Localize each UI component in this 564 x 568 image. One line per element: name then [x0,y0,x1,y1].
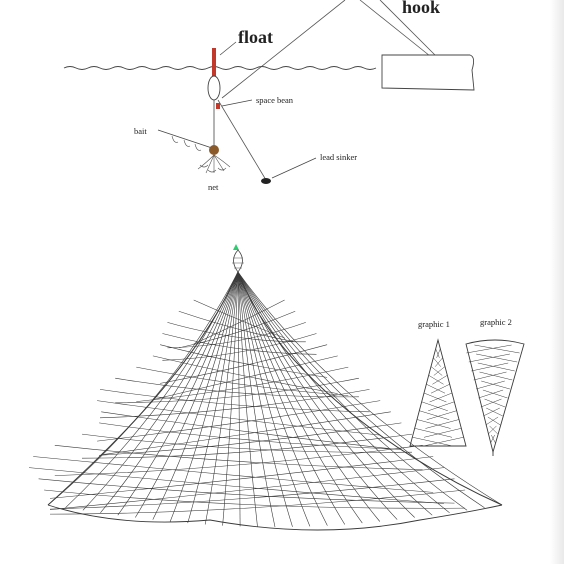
small-net-strands [198,155,230,173]
net-strand [238,272,467,510]
graphic-2-mesh [490,426,498,434]
net-strand [188,272,238,523]
graphic-2-mesh [479,390,504,398]
net-outline-right [238,272,502,505]
net-strand [238,272,450,513]
space-bean-leader [222,100,252,106]
net-mesh-strand [115,378,359,403]
lead-sinker-label: lead sinker [320,152,358,162]
graphic-2-mesh [488,417,500,425]
graphic-1-mesh [424,428,461,437]
net-strand [238,272,485,508]
net-mesh-strand [115,378,359,397]
graphic-1-mesh [425,420,459,429]
graphic-2-mesh [481,399,502,407]
net-strand [238,272,432,515]
graphic-2-mesh [485,399,506,407]
bait-label: bait [134,126,147,136]
graphic-2-mesh [486,417,498,425]
graphic-1-mesh [435,358,443,367]
net-mesh-strand [97,401,380,436]
net-mesh-strand [167,322,305,341]
hook-label: hook [402,0,441,17]
net-top-spindle [234,250,243,272]
graphic-2-mesh [480,372,513,380]
sinker-line [218,100,266,180]
graphic-2-mesh [469,354,510,362]
lead-sinker-leader [272,158,316,178]
graphic-1-mesh [429,375,444,384]
float-body [208,76,220,100]
bait-ball [209,145,219,155]
graphic-2-mesh [471,363,508,371]
float-stick [212,48,216,76]
net-mesh-strand [55,445,423,475]
graphic-1-mesh [424,393,446,402]
graphic-2-mesh [488,426,496,434]
net-mesh-strand [100,389,370,417]
graphic-1-mesh [428,402,454,411]
float-leader [220,42,236,55]
net-strand [238,272,345,525]
graphic-2-mesh [491,435,495,443]
graphic-2-mesh [481,381,510,389]
graphic-1-mesh [431,384,450,393]
graphic-1-mesh [432,375,447,384]
graphic-1-mesh [426,384,445,393]
net-mesh-strand [167,322,305,347]
net-strands [29,272,502,530]
graphic-1-mesh [415,428,452,437]
float-label: float [238,27,273,47]
big-net [29,244,502,530]
fishing-rig-illustration [64,0,474,192]
graphic-1 [410,319,466,446]
page-edge-shadow [550,0,564,564]
graphic-2-mesh [478,363,515,371]
graphic-2-mesh [483,390,508,398]
graphic-2-mesh [483,408,500,416]
net-mesh-strand [55,445,423,469]
graphic-1-shape [410,340,466,446]
graphic-2-mesh [474,345,519,353]
graphic-1-mesh [417,420,451,429]
net-mesh-strand [99,423,401,455]
graphic-1-mesh [423,437,464,446]
graphic-1-outline [410,340,466,446]
graphic-2-mesh [474,372,507,380]
water-surface [64,67,376,70]
graphic-2-mesh [486,408,503,416]
net-strand [238,272,502,505]
graphic-1-mesh [434,367,445,376]
bait-line [158,130,212,148]
graphic-1-mesh [433,358,441,367]
graphic-1-mesh [430,393,452,402]
graphic-1-mesh [437,349,441,358]
graphic-1-label: graphic 1 [418,319,450,329]
net-mesh-strand [99,423,401,449]
graphic-2 [466,317,524,456]
graphic-1-mesh [422,402,448,411]
graphic-1-mesh [436,349,440,358]
graphic-2-mesh [491,435,495,443]
graphic-2-shape [466,340,524,456]
space-bean-mark [216,103,220,109]
graphic-2-label: graphic 2 [480,317,512,327]
rod-line-left [222,0,345,98]
graphic-1-mesh [427,411,457,420]
graphic-1-mesh [431,367,442,376]
graphic-2-mesh [466,345,511,353]
graphic-1-mesh [412,437,453,446]
lead-sinker [261,178,271,184]
net-label: net [208,182,219,192]
graphic-2-mesh [476,381,505,389]
net-tip [233,244,239,250]
shore-bank [382,55,474,90]
net-strand [66,272,239,508]
graphic-2-mesh [476,354,517,362]
graphic-1-mesh [419,411,449,420]
space-bean-label: space bean [256,95,294,105]
